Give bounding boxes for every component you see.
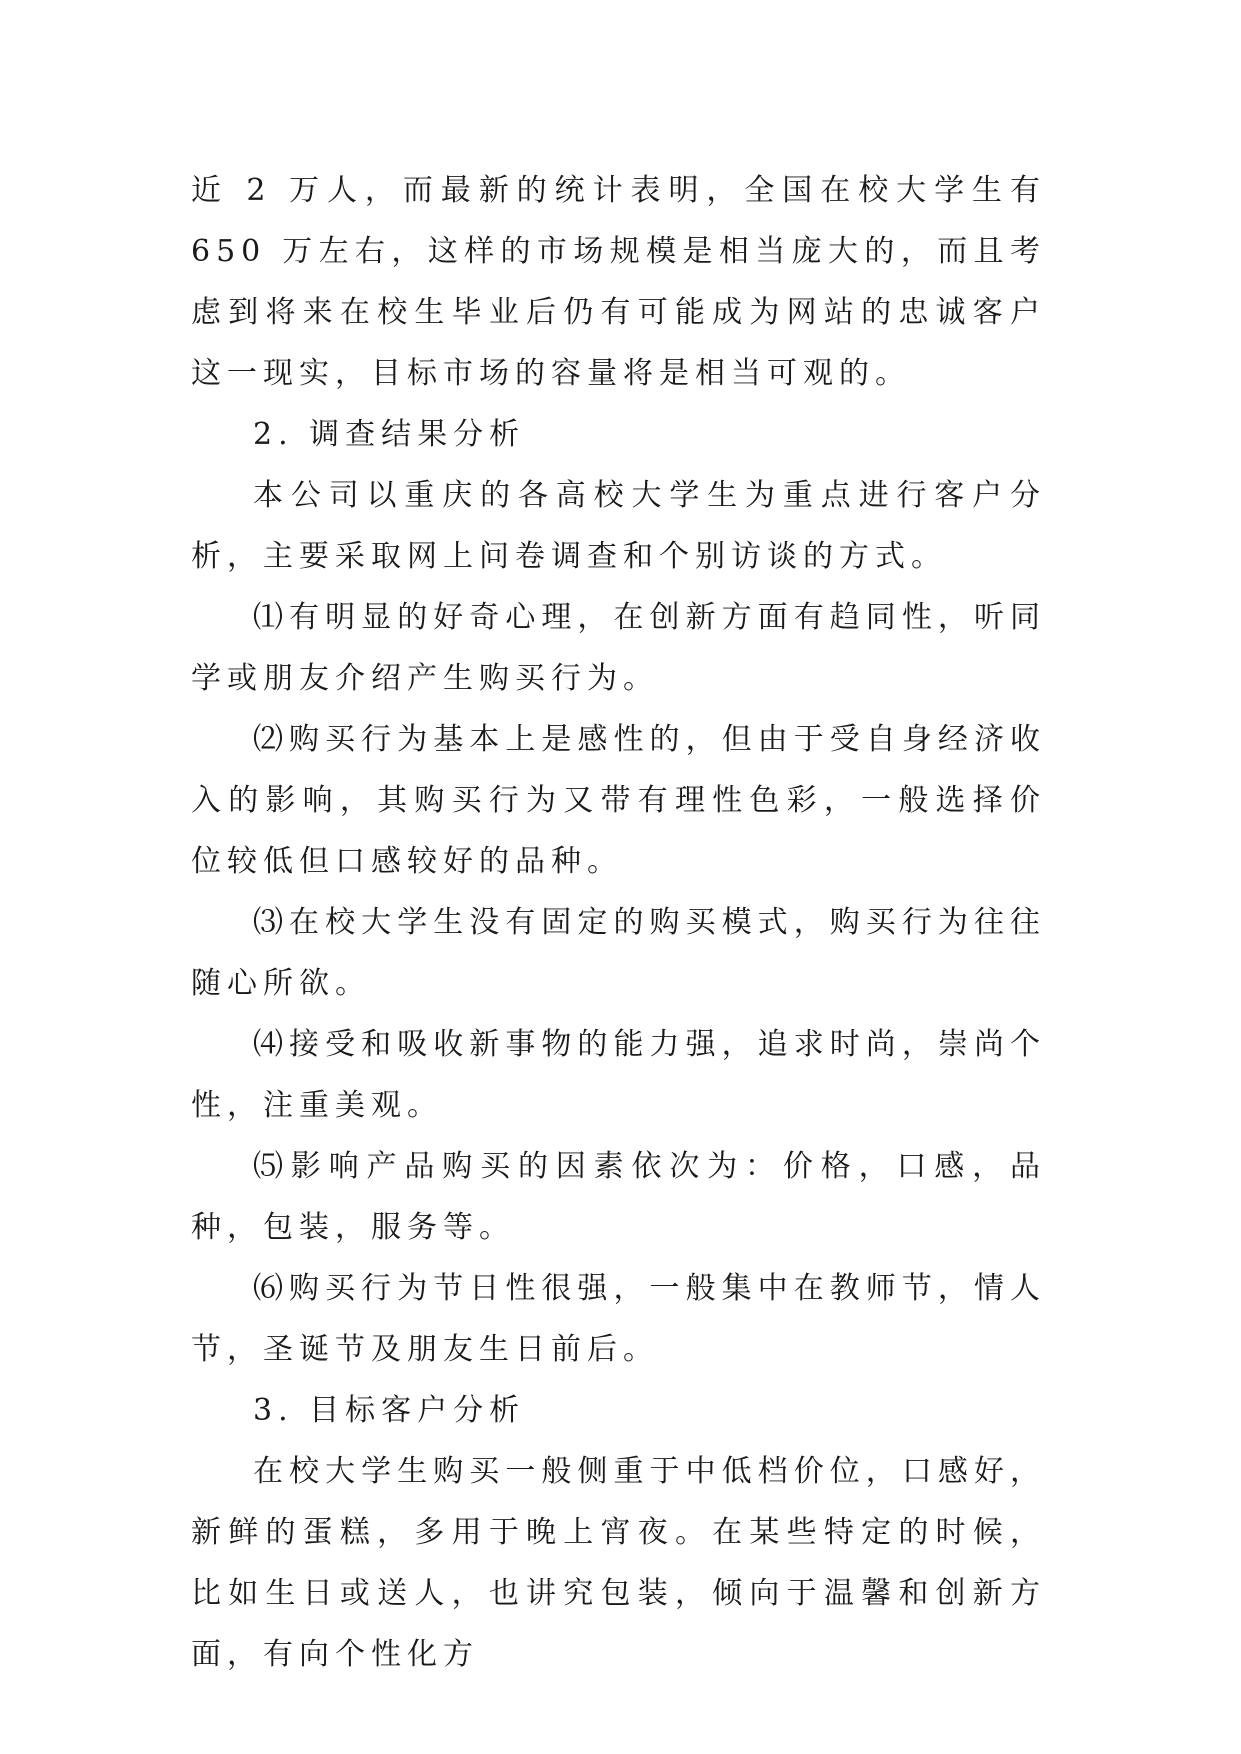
document-body — [191, 160, 1046, 1685]
list-item-6: ⑹购买行为节日性很强，一般集中在教师节，情人节，圣诞节及朋友生日前后。 — [191, 1271, 1046, 1367]
heading-target-customer: 3. 目标客户分析 — [253, 1393, 526, 1428]
paragraph-survey-method: 本公司以重庆的各高校大学生为重点进行客户分析，主要采取网上问卷调查和个别访谈的方式。 — [191, 478, 1046, 574]
heading-survey-analysis: 2. 调查结果分析 — [253, 417, 526, 452]
paragraph-target-customer: 在校大学生购买一般侧重于中低档价位，口感好，新鲜的蛋糕，多用于晚上宵夜。在某些特定的时候，比如生日或送人，也讲究包装，倾向于温馨和创新方面，有向个性化方 — [191, 1454, 1046, 1672]
list-item-2: ⑵购买行为基本上是感性的，但由于受自身经济收入的影响，其购买行为又带有理性色彩，一般选择价位较低但口感较好的品种。 — [191, 722, 1046, 879]
list-item-3: ⑶在校大学生没有固定的购买模式，购买行为往往随心所欲。 — [191, 905, 1046, 1001]
list-item-4: ⑷接受和吸收新事物的能力强，追求时尚，崇尚个性，注重美观。 — [191, 1027, 1046, 1123]
paragraph-market-capacity: 近 2 万人，而最新的统计表明，全国在校大学生有 650 万左右，这样的市场规模是相当庞大的，而且考虑到将来在校生毕业后仍有可能成为网站的忠诚客户这一现实，目标市场的容量将是相当可观的。 — [191, 173, 1046, 391]
list-item-1: ⑴有明显的好奇心理，在创新方面有趋同性，听同学或朋友介绍产生购买行为。 — [191, 600, 1046, 696]
list-item-5: ⑸影响产品购买的因素依次为：价格，口感，品种，包装，服务等。 — [191, 1149, 1046, 1245]
